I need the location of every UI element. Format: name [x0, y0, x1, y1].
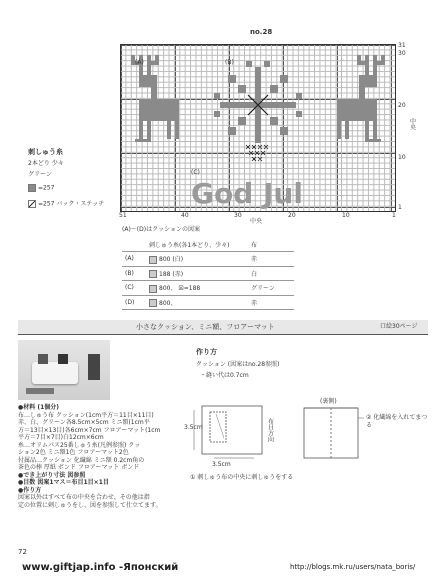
- axis-bottom-1: 1: [392, 212, 396, 219]
- legend-line1: 2本どり 少々: [28, 160, 64, 167]
- axis-bottom-51: 51: [119, 212, 127, 219]
- materials-line: ●作り方: [18, 486, 42, 494]
- legend-item1-text: =257: [38, 184, 55, 192]
- cross-stitch-chart: [120, 44, 396, 212]
- axis-right-20: 20: [398, 102, 406, 109]
- table-row: [122, 252, 294, 267]
- axis-right-center: 中央: [408, 118, 416, 130]
- table-cell: 赤: [248, 295, 294, 310]
- frame-image: [88, 354, 100, 380]
- table-row: [122, 266, 294, 281]
- axis-right-30: 30: [398, 50, 406, 57]
- legend-line2: グリーン: [28, 171, 52, 178]
- chart-motifs: [121, 45, 395, 211]
- footer-left: www.giftjap.info -Японский: [22, 562, 179, 573]
- reindeer-right: [337, 55, 385, 142]
- axis-right-31: 31: [398, 42, 406, 49]
- materials-line: ●材料 (1個分): [18, 404, 59, 411]
- materials-line: 定の位置に刺しゅうをし、図を参照して仕立てます。: [18, 501, 162, 509]
- back-label: (裏側): [320, 398, 337, 405]
- product-photo: [18, 340, 110, 400]
- table-cell: [146, 281, 248, 296]
- cushion-image: [38, 354, 48, 364]
- table-cell-text: 188 (赤): [159, 270, 184, 278]
- materials-line: 赤、白、グリーン各8.5cm×5cm ミニ額(1cm平: [18, 419, 150, 426]
- section-label-b: (B): [225, 59, 234, 66]
- table-cell-text: 800、 ☒=188: [159, 285, 201, 292]
- page-number: 72: [18, 548, 27, 556]
- dim-width: 3.5cm: [212, 461, 231, 468]
- materials-line: 平方＝7目×7目)白12cm×6cm: [18, 434, 104, 441]
- footer-watermark: [0, 560, 443, 576]
- materials-line: ●でき上がり寸法 図参照: [18, 471, 86, 479]
- table-cell: [146, 295, 248, 310]
- materials-block: [18, 404, 178, 509]
- chart-number: no.28: [250, 28, 273, 36]
- swatch-icon: [149, 299, 157, 307]
- axis-bottom-10: 10: [342, 212, 350, 219]
- table-caption: (A)～(D)はクッションの図案: [122, 226, 200, 233]
- stuff-label: ② 化繊綿を入れてまつる: [366, 414, 428, 429]
- table-cell-text: 800 (白): [159, 256, 184, 263]
- materials-line: 付属品…クッション 化繊綿 ミニ額 0.2cm角の: [18, 456, 145, 464]
- section-label-a: (A): [135, 59, 144, 66]
- grey-swatch-icon: [28, 184, 36, 192]
- table-cell: 白: [248, 266, 294, 281]
- axis-bottom-20: 20: [288, 212, 296, 219]
- dim-height: 3.5cm: [184, 424, 203, 431]
- howto-title: 作り方: [196, 348, 217, 356]
- axis-bottom-center: 中央: [250, 218, 263, 225]
- table-cell-text: 800、: [159, 299, 177, 307]
- swatch-icon: [149, 256, 157, 264]
- table-header-cell: 刺しゅう糸(各1本どり、少々): [146, 238, 248, 252]
- reindeer-left: [131, 55, 179, 142]
- snowflake-motif: [214, 61, 302, 143]
- table-cell: [146, 266, 248, 281]
- table-cell: (A): [122, 252, 146, 267]
- table-cell: (C): [122, 281, 146, 296]
- materials-line: 茶色の棒 厚紙 ボンド フロアーマット ボンド: [18, 464, 140, 471]
- table-header-row: [122, 238, 294, 252]
- table-cell: (B): [122, 266, 146, 281]
- materials-line: 図案以外はすべて布の中央を合わせ、その他は指: [18, 494, 150, 501]
- howto-sub: クッション (図案はno.28参照): [196, 361, 280, 368]
- materials-line: 方＝13目×13目)各6cm×7cm フロアーマット(1cm: [18, 426, 161, 434]
- step1-label: ① 刺しゅう布の中央に刺しゅうをする: [190, 474, 294, 481]
- howto-diagram: [180, 384, 430, 484]
- materials-line: 布…しゅう布 クッション(1cm平方＝11目×11目): [18, 411, 154, 419]
- sofa-image: [32, 362, 78, 384]
- mat-image: [26, 388, 54, 394]
- howto-note: ・縫い代は0.7cm: [200, 372, 249, 379]
- footer-right: http://blogs.mk.ru/users/nata_boris/: [290, 563, 416, 571]
- table-row: [122, 295, 294, 310]
- embroidery-text: God Jul: [191, 177, 303, 210]
- section-ref: 口絵30ページ: [380, 323, 418, 330]
- backstitch-icon: [28, 200, 36, 208]
- legend-title: 刺しゅう糸: [28, 148, 63, 156]
- grain-label: 布目方向: [266, 418, 274, 442]
- cushion-image: [58, 354, 68, 364]
- table-cell: グリーン: [248, 281, 294, 296]
- swatch-icon: [149, 270, 157, 278]
- section-label-c: (C): [191, 169, 200, 176]
- materials-line: ション2色 ミニ額1色 フロアーマット2色: [18, 449, 129, 456]
- table-header-cell: 布: [248, 238, 294, 252]
- section-title: 小さなクッション、ミニ額、フロアーマット: [136, 323, 275, 331]
- materials-line: ●目数 図案1マス＝布目1目×1目: [18, 479, 109, 486]
- axis-bottom-40: 40: [181, 212, 189, 219]
- table-cell: (D): [122, 295, 146, 310]
- table-cell: 赤: [248, 252, 294, 267]
- table-row: [122, 281, 294, 296]
- front-fabric: [202, 406, 262, 454]
- section-header: [18, 320, 428, 335]
- x-stitch-cluster: [246, 145, 268, 161]
- axis-right-10: 10: [398, 154, 406, 161]
- thread-table: [122, 238, 294, 310]
- swatch-icon: [149, 285, 157, 293]
- axis-bottom-30: 30: [234, 212, 242, 219]
- legend-item2: [28, 200, 104, 208]
- materials-line: 糸…オリムパス25番しゅう糸(凡例参照) クッ: [18, 441, 141, 449]
- axis-right-1: 1: [398, 204, 402, 211]
- legend-item2-text: =257 バック・ステッチ: [38, 200, 105, 208]
- legend-item1: [28, 184, 54, 192]
- table-header-cell: [122, 238, 146, 252]
- table-cell: [146, 252, 248, 267]
